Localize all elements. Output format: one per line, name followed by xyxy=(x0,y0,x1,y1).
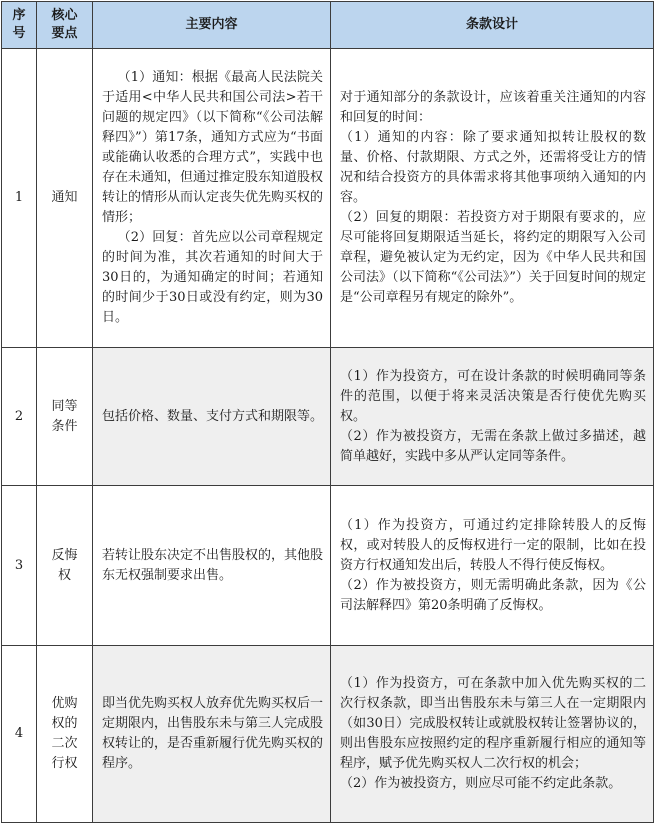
clause-table xyxy=(1,1,654,823)
table-row xyxy=(2,49,654,348)
header-design-label: 条款设计 xyxy=(465,17,518,32)
content-paragraph: （1）通知：根据《最高人民法院关于适用<中华人民共和国公司法>若干问题的规定四》（以下简称“《公司法解释四》”）第17条，通知方式应为“书面或能确认收悉的合理方式”，实践中也存在未通知，但通过推定股东知道股权转让的情形从而认定丧失优先购买权的情形； xyxy=(102,70,324,225)
row-index: 1 xyxy=(2,49,37,348)
content-paragraph: 包括价格、数量、支付方式和期限等。 xyxy=(102,408,324,424)
header-index-label: 序号 xyxy=(12,8,26,41)
row-index: 2 xyxy=(2,348,37,486)
row-content xyxy=(93,348,331,486)
header-content xyxy=(93,2,331,49)
design-paragraph: （1）作为投资方，可在条款中加入优先购买权的二次行权条款，即当出售股东未与第三人在一定期限内（如30日）完成股权转让或就股权转让签署协议的，则出售股东应按照约定的程序重新履行相应的通知等程序，赋予优先购买权人二次行权的机会； xyxy=(340,676,646,771)
row-content xyxy=(93,486,331,646)
row-keypoint: 通知 xyxy=(37,49,93,348)
row-index: 3 xyxy=(2,486,37,646)
content-paragraph: （2）回复：首先应以公司章程规定的时间为准，其次若通知的时间大于30日的，为通知确定的时间；若通知的时间少于30日或没有约定，则为30日。 xyxy=(102,230,323,325)
header-index xyxy=(2,2,37,49)
header-keypoint xyxy=(37,2,93,49)
design-paragraph: （2）回复的期限：若投资方对于期限有要求的，应尽可能将回复期限适当延长，将约定的期限写入公司章程，避免被认定为无约定，因为《中华人民共和国公司法》（以下简称“《公司法》”）关于回复时间的规定是“公司章程另有规定的除外”。 xyxy=(340,210,646,305)
design-paragraph: 对于通知部分的条款设计，应该着重关注通知的内容和回复的时间： xyxy=(340,90,646,125)
header-design xyxy=(331,2,654,49)
header-keypoint-label: 核心要点 xyxy=(51,8,78,41)
row-design xyxy=(331,646,654,823)
row-keypoint-label: 同等条件 xyxy=(51,398,78,434)
row-index: 4 xyxy=(2,646,37,823)
design-paragraph: （1）作为投资方，可通过约定排除转股人的反悔权，或对转股人的反悔权进行一定的限制，比如在投资方行权通知发出后，转股人不得行使反悔权。 xyxy=(340,517,646,573)
design-paragraph: （2）作为被投资方，无需在条款上做过多描述，越简单越好，实践中多从严认定同等条件。 xyxy=(340,428,646,464)
row-content xyxy=(93,49,331,348)
row-content xyxy=(93,646,331,823)
content-paragraph: 若转让股东决定不出售股权的，其他股东无权强制要求出售。 xyxy=(102,547,324,583)
design-paragraph: （1）作为投资方，可在设计条款的时候明确同等条件的范围，以便于将来灵活决策是否行使优先购买权。 xyxy=(340,368,646,424)
table-row xyxy=(2,486,654,646)
row-design xyxy=(331,486,654,646)
row-keypoint xyxy=(37,348,93,486)
row-design xyxy=(331,348,654,486)
table-row xyxy=(2,646,654,823)
header-content-label: 主要内容 xyxy=(185,17,238,32)
design-paragraph: （2）作为被投资方，则无需明确此条款，因为《公司法解释四》第20条明确了反悔权。 xyxy=(340,577,646,613)
design-paragraph: （2）作为被投资方，则应尽可能不约定此条款。 xyxy=(340,776,622,791)
row-keypoint xyxy=(37,486,93,646)
header-row xyxy=(2,2,654,49)
row-keypoint xyxy=(37,646,93,823)
table-row xyxy=(2,348,654,486)
content-paragraph: 即当优先购买权人放弃优先购买权后一定期限内，出售股东未与第三人完成股权转让的，是否重新履行优先购买权的程序。 xyxy=(102,696,324,771)
row-design xyxy=(331,49,654,348)
row-keypoint-label: 反悔权 xyxy=(51,547,78,583)
design-paragraph: （1）通知的内容：除了要求通知拟转让股权的数量、价格、付款期限、方式之外，还需将受让方的情况和结合投资方的具体需求将其他事项纳入通知的内容。 xyxy=(340,130,646,205)
row-keypoint-label: 优购权的二次行权 xyxy=(51,696,78,771)
